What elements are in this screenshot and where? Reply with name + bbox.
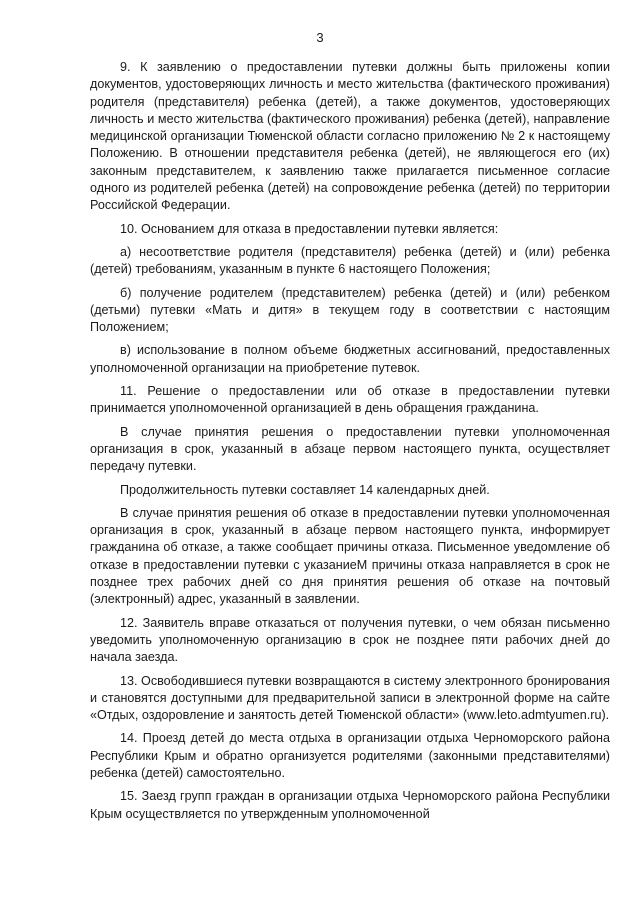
paragraph-15: 15. Заезд групп граждан в организации отдыха Черноморского района Республики Крым осуществляется по утвержденным уполномоченной	[90, 789, 610, 821]
paragraph-12: 12. Заявитель вправе отказаться от получения путевки, о чем обязан письменно уведомить уполномоченную организацию в срок не позднее пяти рабочих дней до начала заезда.	[90, 615, 610, 665]
paragraph-10b: б) получение родителем (представителем) ребенка (детей) и (или) ребенком (детьми) путевки «Мать и дитя» в текущем году в соответствии с настоящим Положением;	[90, 285, 610, 335]
paragraph-11: 11. Решение о предоставлении или об отказе в предоставлении путевки принимается уполномоченной организацией в день обращения гражданина.	[90, 384, 610, 416]
paragraph-11-transfer: В случае принятия решения о предоставлении путевки уполномоченная организация в срок, указанный в абзаце первом настоящего пункта, осуществляет передачу путевки.	[90, 424, 610, 474]
paragraph-10c: в) использование в полном объеме бюджетных ассигнований, предоставленных уполномоченной организации на приобретение путевок.	[90, 343, 610, 375]
paragraph-11-refusal: В случае принятия решения об отказе в предоставлении путевки уполномоченная организация в срок, указанный в абзаце первом настоящего пункта, информирует гражданина об отказе, а также сообщает причины отказа. Письменное уведомление об отказе в предоставлении путевки с указаниeМ причины отказа направляется в срок не позднее трех рабочих дней со дня принятия решения об отказе на почтовый (электронный) адрес, указанный в заявлении.	[90, 505, 610, 607]
document-body	[90, 59, 610, 829]
paragraph-13: 13. Освободившиеся путевки возвращаются в систему электронного бронирования и становятся доступными для предварительной записи в электронной форме на сайте «Отдых, оздоровление и занятость детей Тюменской области» (www.leto.admtyumen.ru).	[90, 673, 610, 723]
paragraph-9: 9. К заявлению о предоставлении путевки должны быть приложены копии документов, удостоверяющих личность и место жительства (фактического проживания) родителя (представителя) ребенка (детей), а также документов, удостоверяющих личность и место жительства (фактического проживания) ребенка (детей), направление медицинской организации Тюменской области согласно приложению № 2 к настоящему Положению. В отношении представителя ребенка (детей), не являющегося его (их) законным представителем, к заявлению также прилагается письменное согласие одного из родителей ребенка (детей) на сопровождение ребенка (детей) по территории Российской Федерации.	[90, 60, 610, 213]
paragraph-14: 14. Проезд детей до места отдыха в организации отдыха Черноморского района Республики Крым и обратно организуется родителями (законными представителями) ребенка (детей) самостоятельно.	[90, 731, 610, 780]
paragraph-10: 10. Основанием для отказа в предоставлении путевки является:	[120, 221, 499, 236]
page-number: 3	[316, 30, 324, 45]
paragraph-11-duration: Продолжительность путевки составляет 14 календарных дней.	[120, 482, 490, 497]
paragraph-10a: а) несоответствие родителя (представителя) ребенка (детей) и (или) ребенка (детей) требованиям, указанным в пункте 6 настоящего Положения;	[90, 244, 610, 277]
